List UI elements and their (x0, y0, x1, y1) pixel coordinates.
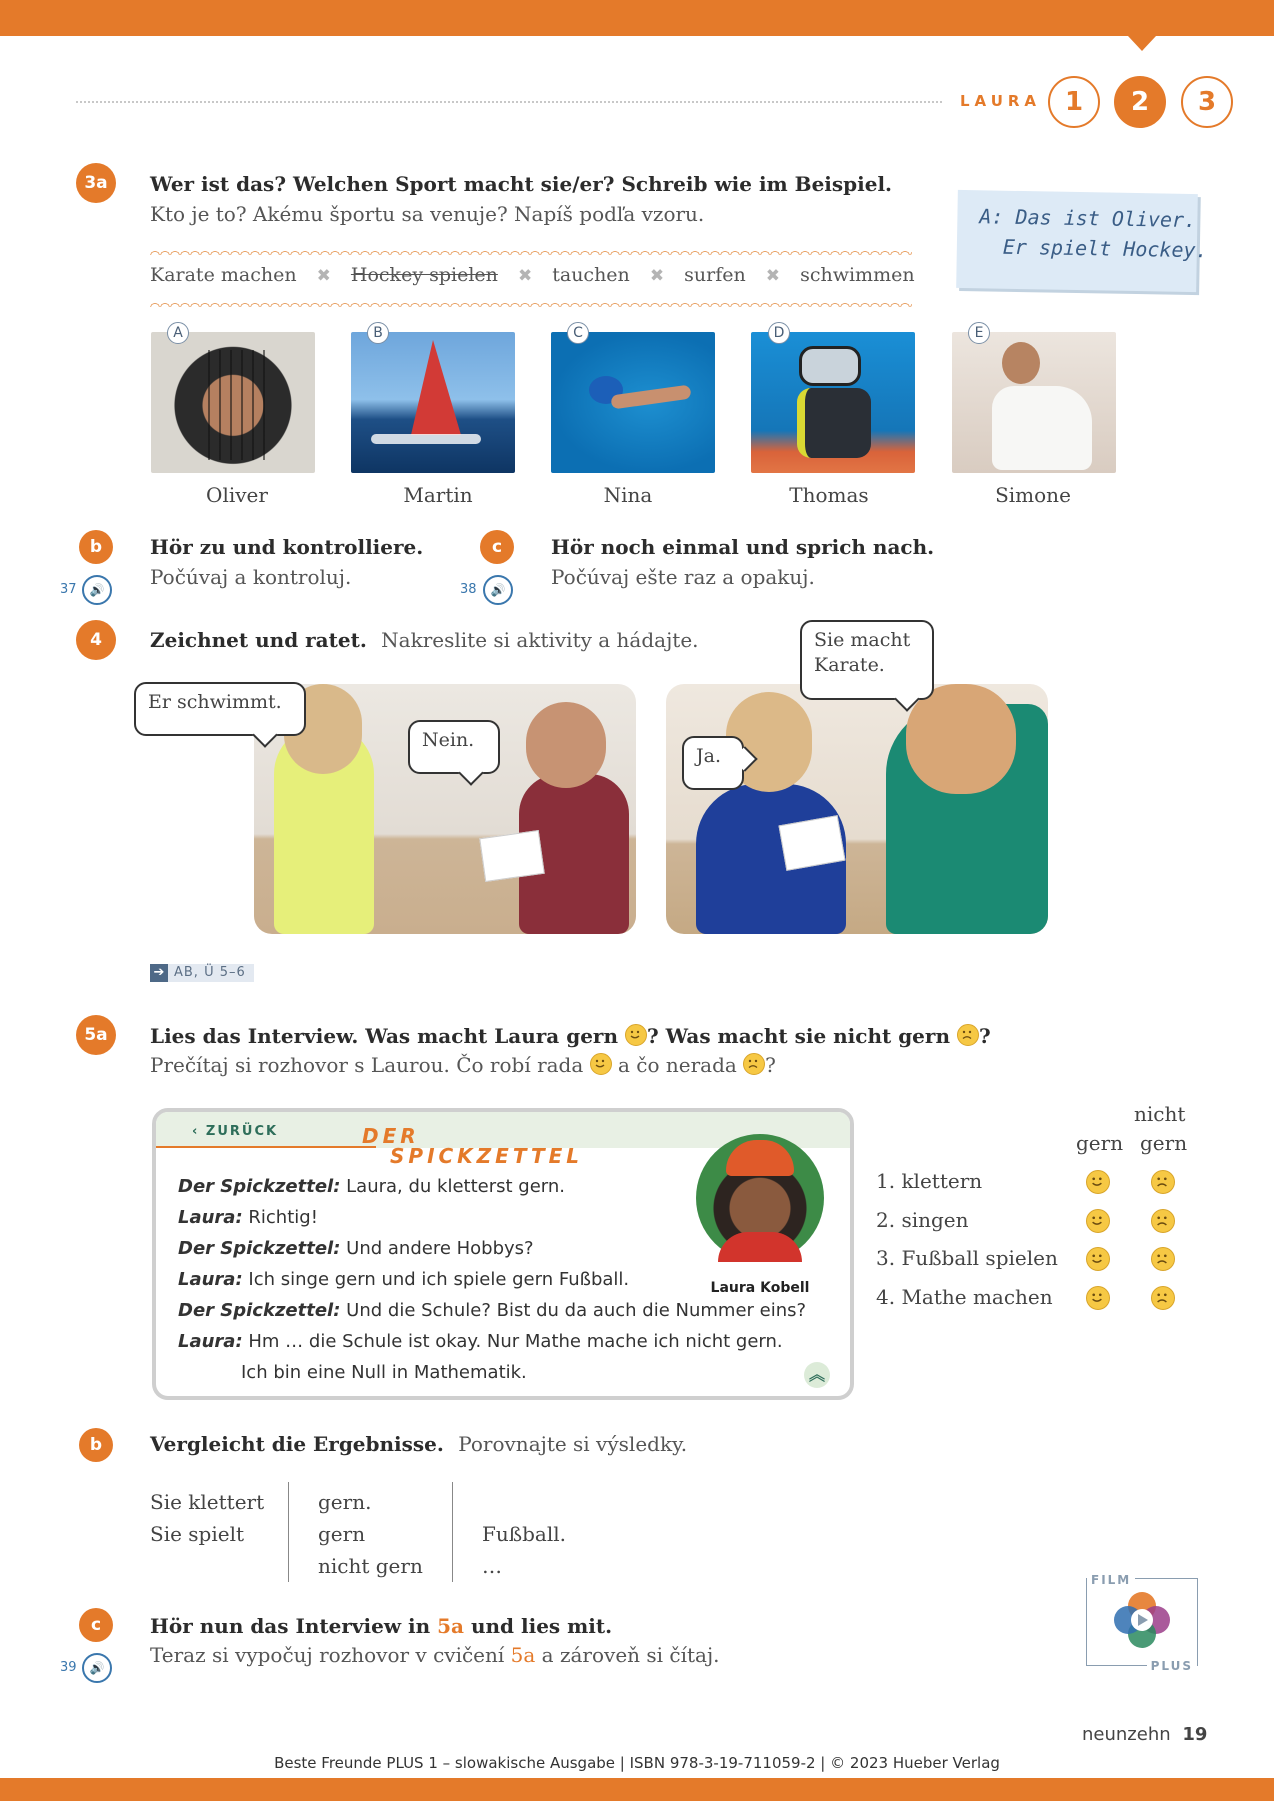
word-bank (150, 264, 915, 286)
page-number-digits: 19 (1182, 1724, 1208, 1745)
page-number (1082, 1724, 1207, 1745)
instruction-sk: Počúvaj ešte raz a opakuj. (551, 565, 815, 589)
play-icon (1111, 1589, 1173, 1651)
word-bank-item-crossed: Hockey spielen (350, 264, 498, 286)
sad-face-icon (743, 1053, 765, 1075)
photo-letter-b: B (367, 322, 389, 344)
smiley-icon (625, 1024, 647, 1046)
speaker-icon[interactable]: 🔊 (483, 575, 513, 605)
word-bank-item: Karate machen (150, 264, 297, 286)
sad-face-icon[interactable] (1151, 1286, 1175, 1311)
instruction-sk-part: a čo nerada (618, 1053, 737, 1077)
sad-face-icon[interactable] (1151, 1209, 1175, 1234)
instruction-sk (150, 1643, 720, 1667)
table-cell: gern. (318, 1490, 372, 1514)
column-header-nicht: nicht (1134, 1102, 1186, 1126)
smiley-icon[interactable] (1086, 1209, 1110, 1234)
top-color-bar (0, 0, 1274, 36)
smiley-icon[interactable] (1086, 1170, 1110, 1195)
speaker-icon[interactable]: 🔊 (82, 1653, 112, 1683)
column-header-nicht-gern: gern (1140, 1131, 1188, 1155)
exercise-reference[interactable]: 5a (437, 1614, 464, 1638)
instruction-sk: Porovnajte si výsledky. (458, 1432, 688, 1456)
photo-windsurfing (351, 332, 515, 473)
track-number: 39 (60, 1660, 77, 1675)
word-bank-item: tauchen (552, 264, 630, 286)
instruction-de-part: Hör nun das Interview in (150, 1614, 431, 1638)
workbook-reference-text: AB, Ü 5–6 (174, 965, 246, 980)
photo-name: Oliver (206, 483, 268, 507)
rating-item: 3. Fußball spielen (876, 1246, 1058, 1270)
instruction-de: Wer ist das? Welchen Sport macht sie/er? Schreib wie im Beispiel. (150, 172, 893, 196)
footer-imprint: Beste Freunde PLUS 1 – slowakische Ausgabe | ISBN 978-3-19-711059-2 | © 2023 Hueber Verlag (274, 1754, 1000, 1772)
instruction-sk-part: a zároveň si čítaj. (541, 1643, 720, 1667)
instruction-sk: Nakreslite si aktivity a hádajte. (381, 628, 699, 652)
photo-letter-c: C (567, 322, 589, 344)
instruction-sk (150, 1053, 776, 1077)
interview-line (178, 1176, 565, 1197)
rating-item: 2. singen (876, 1208, 969, 1232)
word-bank-item: schwimmen (800, 264, 915, 286)
separator-icon: ✖ (649, 266, 665, 286)
bubble-text: Ja. (696, 745, 721, 767)
instruction-de: Vergleicht die Ergebnisse. (150, 1432, 444, 1456)
speaker: Der Spickzettel: (178, 1238, 341, 1259)
back-link[interactable] (192, 1124, 278, 1139)
magazine-logo-line-2: SPICKZETTEL (390, 1144, 583, 1168)
photo-name: Nina (603, 483, 653, 507)
double-chevron-up-icon[interactable]: ︽ (804, 1362, 830, 1388)
table-cell: gern (318, 1522, 366, 1546)
step-2-button[interactable]: 2 (1114, 76, 1166, 128)
smiley-icon (590, 1053, 612, 1075)
instruction-de-part: und lies mit. (470, 1614, 613, 1638)
speaker: Der Spickzettel: (178, 1176, 341, 1197)
page-number-word: neunzehn (1082, 1724, 1171, 1745)
active-step-marker (1128, 36, 1156, 51)
back-link-label: ZURÜCK (205, 1124, 279, 1139)
exercise-badge-c: c (480, 530, 514, 564)
instruction-sk-part: Teraz si vypočuj rozhovor v cvičení (150, 1643, 505, 1667)
instruction-sk-part: ? (765, 1053, 776, 1077)
photo-letter-e: E (968, 322, 990, 344)
photo-name: Simone (995, 483, 1071, 507)
track-number: 38 (460, 582, 477, 597)
instruction-de-part: ? Was macht sie nicht gern (646, 1024, 950, 1048)
step-1-button[interactable]: 1 (1048, 76, 1100, 128)
instruction-sk: Kto je to? Akému športu sa venuje? Napíš podľa vzoru. (150, 202, 705, 226)
exercise-reference[interactable]: 5a (510, 1643, 536, 1667)
arrow-right-icon: ➔ (150, 964, 168, 982)
exercise-badge-b: b (79, 1428, 113, 1462)
line-text: Und andere Hobbys? (346, 1238, 534, 1259)
line-text: Laura, du kletterst gern. (346, 1176, 566, 1197)
speaker: Laura: (178, 1207, 243, 1228)
photo-swimming (551, 332, 715, 473)
bubble-text: Er schwimmt. (148, 691, 282, 713)
separator-icon: ✖ (517, 266, 533, 286)
speech-bubble (682, 736, 744, 790)
interview-line (178, 1238, 534, 1259)
photo-students-guessing (666, 684, 1048, 934)
bubble-text: Karate. (814, 654, 885, 676)
exercise-badge-b: b (79, 530, 113, 564)
plus-label: PLUS (1150, 1659, 1193, 1673)
speaker: Der Spickzettel: (178, 1300, 341, 1321)
column-header-gern: gern (1076, 1131, 1124, 1155)
exercise-badge-5a: 5a (76, 1015, 116, 1055)
table-cell: Sie klettert (150, 1490, 265, 1514)
instruction-de-part: ? (978, 1024, 991, 1048)
photo-letter-a: A (167, 322, 189, 344)
word-bank-item: surfen (684, 264, 746, 286)
exercise-badge-c: c (79, 1608, 113, 1642)
speech-bubble (800, 620, 934, 700)
separator-icon: ✖ (765, 266, 781, 286)
instruction-de-part: Lies das Interview. Was macht Laura gern (150, 1024, 618, 1048)
table-cell: Fußball. (482, 1522, 566, 1546)
instruction-de: Hör noch einmal und sprich nach. (551, 535, 935, 559)
interview-line (178, 1331, 783, 1352)
line-text: Ich singe gern und ich spiele gern Fußball. (248, 1269, 630, 1290)
dotted-rule (76, 101, 942, 103)
film-plus-badge[interactable] (1086, 1573, 1198, 1673)
photo-name: Martin (403, 483, 473, 507)
instruction-de: Hör zu und kontrolliere. (150, 535, 424, 559)
smiley-icon[interactable] (1086, 1286, 1110, 1311)
word-bank-border-top (150, 247, 912, 255)
bubble-text: Nein. (422, 729, 475, 751)
instruction-de (150, 1024, 991, 1048)
photo-name: Thomas (789, 483, 869, 507)
chapter-label: LAURA (960, 92, 1042, 110)
instruction-de (150, 1614, 612, 1638)
step-3-button[interactable]: 3 (1181, 76, 1233, 128)
example-sticky-note (956, 190, 1208, 292)
line-text: Richtig! (248, 1207, 318, 1228)
instruction (150, 628, 699, 652)
sad-face-icon (957, 1024, 979, 1046)
workbook-reference[interactable] (150, 964, 254, 982)
example-line-2: Er spielt Hockey. (1002, 234, 1208, 263)
bubble-text: Sie macht (814, 629, 911, 651)
chevron-left-icon: ‹ (192, 1124, 200, 1139)
rating-item: 1. klettern (876, 1169, 983, 1193)
exercise-badge-4: 4 (76, 620, 116, 660)
rating-item: 4. Mathe machen (876, 1285, 1053, 1309)
speaker: Laura: (178, 1269, 243, 1290)
sad-face-icon[interactable] (1151, 1170, 1175, 1195)
exercise-badge-3a: 3a (76, 163, 116, 203)
separator-icon: ✖ (316, 266, 331, 286)
interview-panel (152, 1108, 854, 1400)
table-cell: … (482, 1554, 502, 1578)
instruction-sk: Počúvaj a kontroluj. (150, 565, 352, 589)
portrait-caption: Laura Kobell (710, 1280, 810, 1296)
line-text: Und die Schule? Bist du da auch die Nummer eins? (346, 1300, 807, 1321)
interview-line: Ich bin eine Null in Mathematik. (241, 1362, 527, 1383)
magazine-logo-line-1: DER (362, 1124, 420, 1148)
track-number: 37 (60, 582, 77, 597)
instruction (150, 1432, 687, 1456)
speech-bubble (408, 720, 500, 774)
line-text: Hm … die Schule ist okay. Nur Mathe mache ich nicht gern. (248, 1331, 783, 1352)
photo-hockey (151, 332, 315, 473)
table-divider (288, 1482, 289, 1582)
photo-karate (952, 332, 1116, 473)
instruction-sk-part: Prečítaj si rozhovor s Laurou. Čo robí rada (150, 1053, 584, 1077)
bottom-color-bar (0, 1778, 1274, 1801)
laura-portrait (696, 1134, 824, 1262)
film-label: FILM (1091, 1573, 1132, 1587)
interview-line (178, 1207, 318, 1228)
sad-face-icon[interactable] (1151, 1247, 1175, 1272)
example-line-1: A: Das ist Oliver. (979, 204, 1197, 233)
interview-line (178, 1269, 629, 1290)
smiley-icon[interactable] (1086, 1247, 1110, 1272)
table-divider (452, 1482, 453, 1582)
speech-bubble (134, 682, 306, 736)
table-cell: Sie spielt (150, 1522, 245, 1546)
word-bank-border-bottom (150, 299, 912, 307)
photo-diving (751, 332, 915, 473)
table-cell: nicht gern (318, 1554, 423, 1578)
instruction-de: Zeichnet und ratet. (150, 628, 367, 652)
speaker: Laura: (178, 1331, 243, 1352)
speaker-icon[interactable]: 🔊 (82, 575, 112, 605)
interview-line (178, 1300, 806, 1321)
photo-letter-d: D (768, 322, 790, 344)
helmet (726, 1140, 794, 1176)
